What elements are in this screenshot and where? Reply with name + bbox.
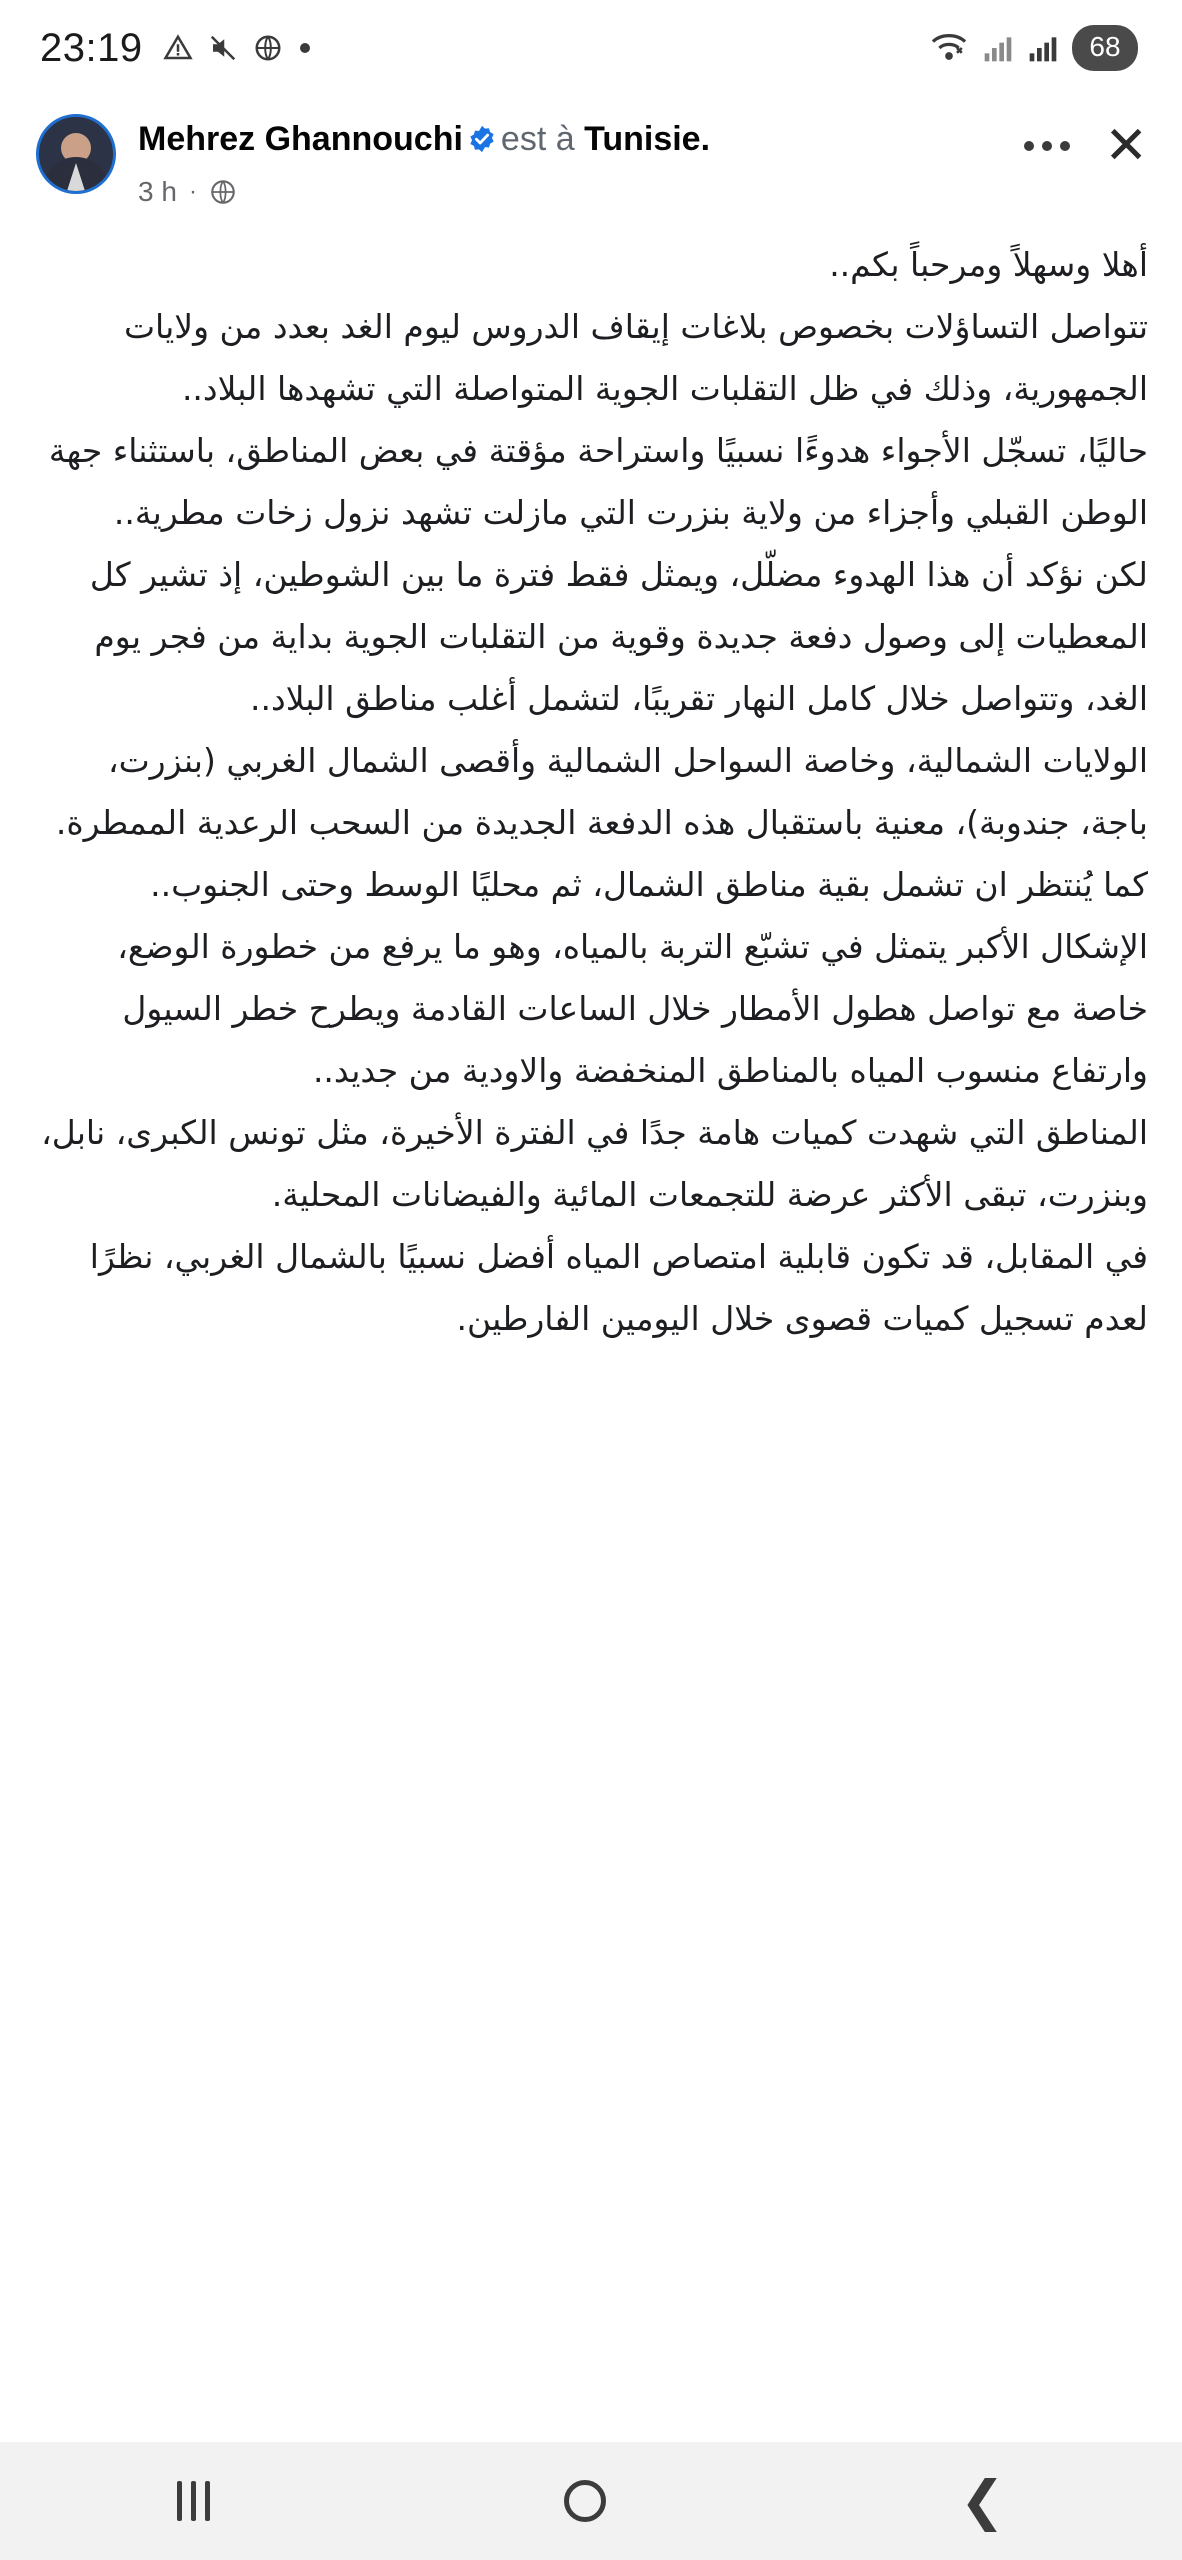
post-paragraph: في المقابل، قد تكون قابلية امتصاص المياه أفضل نسبيًا بالشمال الغربي، نظرًا لعدم تسجيل كميات قصوى خلال اليومين الفارطين.	[89, 1237, 1148, 1338]
post-body	[0, 208, 1182, 1350]
wifi-icon	[929, 32, 969, 64]
post-location[interactable]: Tunisie	[584, 120, 701, 158]
post-paragraph: لكن نؤكد أن هذا الهدوء مضلّل، ويمثل فقط فترة ما بين الشوطين، إذ تشير كل المعطيات إلى وصول دفعة جديدة وقوية من التقلبات الجوية بداية من فجر يوم الغد، وتتواصل خلال كامل النهار تقريبًا، لتشمل أغلب مناطق البلاد..	[89, 555, 1148, 718]
post-period: .	[700, 120, 711, 158]
dot-icon	[297, 40, 313, 56]
battery-indicator: 68	[1072, 25, 1138, 71]
signal-icon	[982, 32, 1014, 64]
post-header	[0, 96, 1182, 208]
post-timestamp[interactable]: 3 h	[138, 176, 177, 207]
post-author-name[interactable]: Mehrez Ghannouchi	[138, 120, 463, 158]
system-navigation-bar	[0, 2442, 1182, 2560]
status-notification-icons	[163, 33, 313, 63]
home-icon[interactable]	[564, 2480, 606, 2522]
post-meta-row	[138, 176, 1024, 208]
post-paragraph: الإشكال الأكبر يتمثل في تشبّع التربة بالمياه، وهو ما يرفع من خطورة الوضع، خاصة مع تواصل هطول الأمطار خلال الساعات القادمة ويطرح خطر السيول وارتفاع منسوب المياه بالمناطق المنخفضة والاودية من جديد..	[117, 927, 1148, 1090]
meta-separator-dot: ·	[188, 178, 197, 205]
signal-icon	[1027, 32, 1059, 64]
avatar[interactable]	[36, 114, 116, 194]
back-icon[interactable]: ❮	[959, 2471, 1006, 2531]
post-action-text: est à	[500, 120, 575, 158]
mute-icon	[207, 33, 239, 63]
close-icon[interactable]: ✕	[1104, 117, 1148, 175]
post-paragraph: الولايات الشمالية، وخاصة السواحل الشمالية وأقصى الشمال الغربي (بنزرت، باجة، جندوبة)، معنية باستقبال هذه الدفعة الجديدة من السحب الرعدية الممطرة. كما يُنتظر ان تشمل بقية مناطق الشمال، ثم محليًا الوسط وحتى الجنوب..	[55, 741, 1148, 904]
status-clock: 23:19	[40, 25, 143, 70]
post-header-actions	[1024, 114, 1148, 175]
recents-icon[interactable]	[177, 2481, 210, 2521]
status-bar-left	[40, 26, 313, 71]
status-bar	[0, 0, 1182, 96]
globe-icon	[253, 33, 283, 63]
warning-triangle-icon	[163, 33, 193, 63]
verified-badge-icon	[467, 120, 497, 166]
more-options-icon[interactable]	[1024, 124, 1070, 168]
post-paragraph: تتواصل التساؤلات بخصوص بلاغات إيقاف الدروس ليوم الغد بعدد من ولايات الجمهورية، وذلك في ظل التقلبات الجوية المتواصلة التي تشهدها البلاد..	[123, 307, 1148, 408]
post-header-text	[116, 114, 1024, 208]
post-paragraph: المناطق التي شهدت كميات هامة جدًا في الفترة الأخيرة، مثل تونس الكبرى، نابل، وبنزرت، تبقى الأكثر عرضة للتجمعات المائية والفيضانات المحلية.	[41, 1113, 1148, 1214]
post-paragraph: حاليًا، تسجّل الأجواء هدوءًا نسبيًا واستراحة مؤقتة في بعض المناطق، باستثناء جهة الوطن القبلي وأجزاء من ولاية بنزرت التي مازلت تشهد نزول زخات مطرية..	[48, 431, 1148, 532]
status-bar-right	[929, 25, 1138, 71]
globe-icon[interactable]	[209, 178, 237, 206]
post-title-line	[138, 116, 1024, 166]
post-paragraph: أهلا وسهلاً ومرحباً بكم..	[829, 245, 1148, 284]
